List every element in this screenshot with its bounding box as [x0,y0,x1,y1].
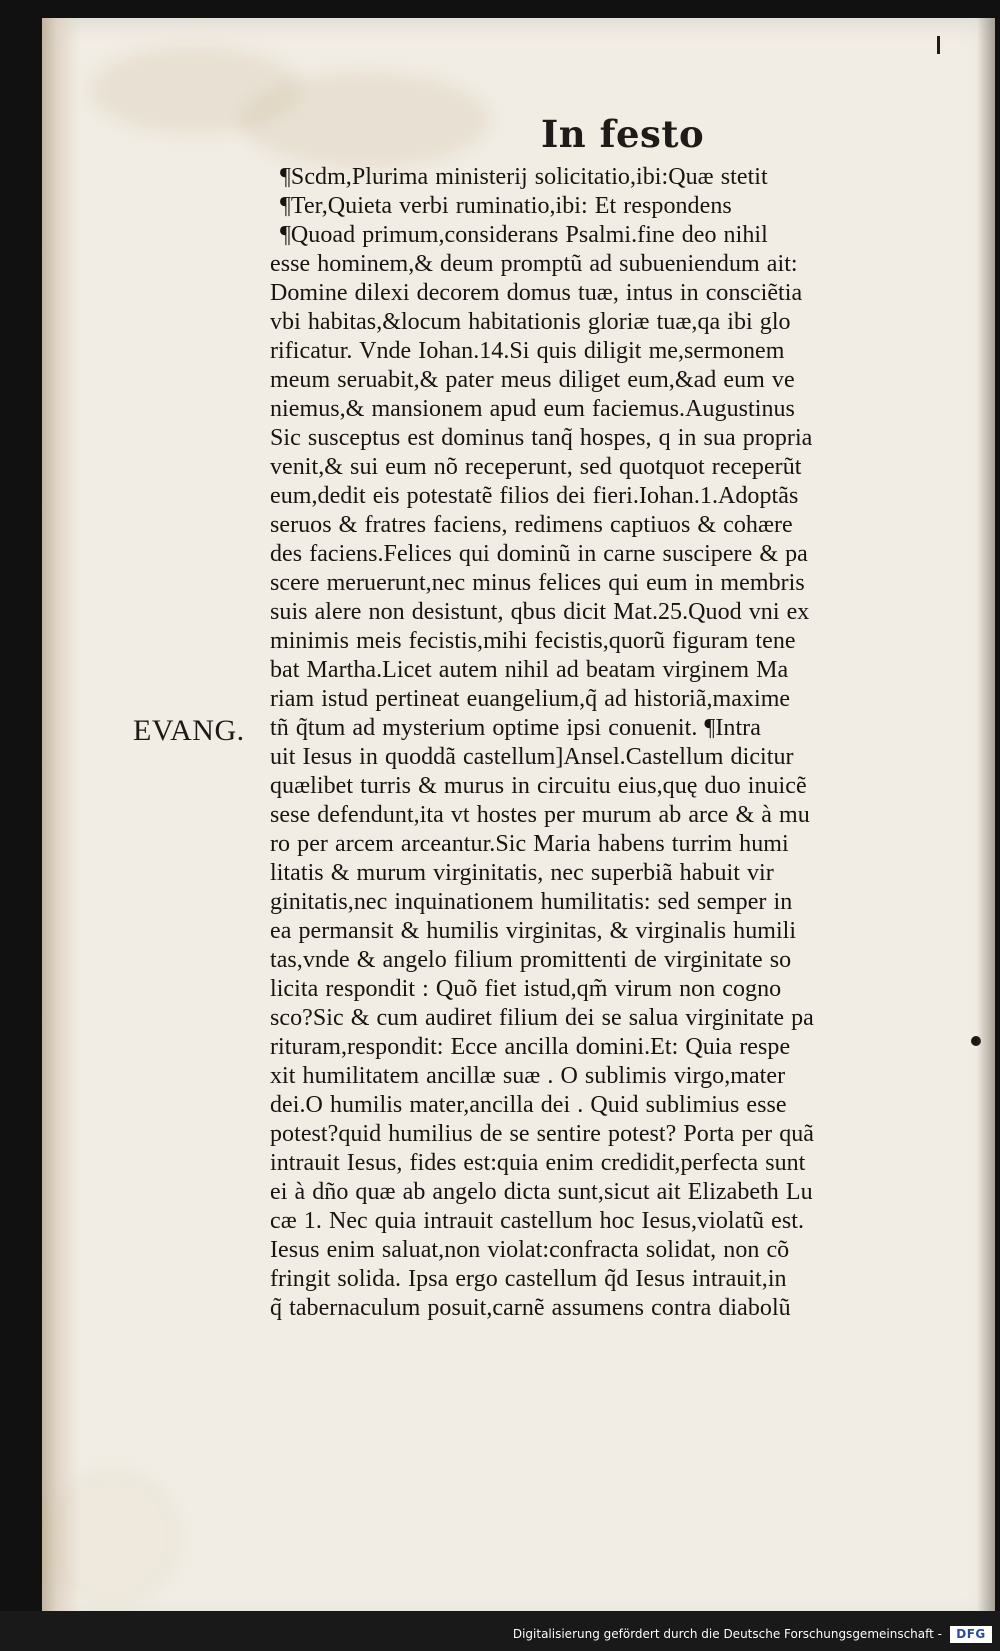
text-line: venit,& sui eum nõ receperunt, sed quotquot receperũt [270,454,802,480]
text-line: meum seruabit,& pater meus diliget eum,&ad eum ve [270,367,795,393]
text-line: ea permansit & humilis virginitas, & virginalis humili [270,918,797,944]
margin-note: EVANG. [133,714,245,747]
ink-dot [971,1036,981,1046]
paper-stain [240,72,490,168]
text-line: bat Martha.Licet autem nihil ad beatam virginem Ma [270,657,789,683]
text-line: des faciens.Felices qui dominũ in carne suscipere & pa [270,541,808,567]
text-line: niemus,& mansionem apud eum faciemus.Augustinus [270,396,795,422]
text-line: ginitatis,nec inquinationem humilitatis: sed semper in [270,889,793,915]
text-line: vbi habitas,&locum habitationis gloriæ tuæ,qa ibi glo [270,309,791,335]
text-line: tas,vnde & angelo filium promittenti de virginitate so [270,947,792,973]
text-line: sco?Sic & cum audiret filium dei se salua virginitate pa [270,1005,814,1031]
digitization-credit: Digitalisierung gefördert durch die Deutsche Forschungsgemeinschaft - [512,1627,942,1641]
text-line: dei.O humilis mater,ancilla dei . Quid sublimius esse [270,1092,787,1118]
text-line: ¶Ter,Quieta verbi ruminatio,ibi: Et respondens [280,193,732,219]
text-line: Iesus enim saluat,non violat:confracta solidat, non cõ [270,1237,790,1263]
text-line: Sic susceptus est dominus tanq̃ hospes, q in sua propria [270,425,813,451]
text-line: ¶Quoad primum,considerans Psalmi.fine deo nihil [280,222,768,248]
text-line: ei à dño quæ ab angelo dicta sunt,sicut ait Elizabeth Lu [270,1179,813,1205]
text-line: intrauit Iesus, fides est:quia enim credidit,perfecta sunt [270,1150,806,1176]
book-page [42,18,995,1623]
text-line: licita respondit : Quõ fiet istud,qm̃ virum non cogno [270,976,782,1002]
text-line: esse hominem,& deum promptũ ad subueniendum ait: [270,251,798,277]
running-head: In festo [541,112,705,156]
text-line: rituram,respondit: Ecce ancilla domini.Et: Quia respe [270,1034,791,1060]
text-line: tñ q̃tum ad mysterium optime ipsi conuenit. ¶Intra [270,715,761,741]
text-line: xit humilitatem ancillæ suæ . O sublimis virgo,mater [270,1063,786,1089]
text-line: scere meruerunt,nec minus felices qui eum in membris [270,570,805,596]
text-line: riam istud pertineat euangelium,q̃ ad historiã,maxime [270,686,791,712]
text-line: ro per arcem arceantur.Sic Maria habens turrim humi [270,831,789,857]
text-line: fringit solida. Ipsa ergo castellum q̃d Iesus intrauit,in [270,1266,787,1292]
text-line: ¶Scdm,Plurima ministerij solicitatio,ibi:Quæ stetit [280,164,768,190]
text-line: litatis & murum virginitatis, nec superbiã habuit vir [270,860,774,886]
text-line: Domine dilexi decorem domus tuæ, intus in consciẽtia [270,280,803,306]
dfg-logo: DFG [950,1626,992,1643]
page-mark [937,36,940,54]
text-line: rificatur. Vnde Iohan.14.Si quis diligit me,sermonem [270,338,785,364]
text-line: q̃ tabernaculum posuit,carnẽ assumens contra diabolũ [270,1295,791,1321]
text-line: cæ 1. Nec quia intrauit castellum hoc Iesus,violatũ est. [270,1208,804,1234]
text-line: uit Iesus in quoddã castellum]Ansel.Castellum dicitur [270,744,794,770]
text-line: sese defendunt,ita vt hostes per murum ab arce & à mu [270,802,810,828]
text-line: quælibet turris & murus in circuitu eius,quę duo inuicẽ [270,773,807,799]
text-line: eum,dedit eis potestatẽ filios dei fieri.Iohan.1.Adoptãs [270,483,799,509]
main-text-block [270,163,957,1323]
text-line: seruos & fratres faciens, redimens captiuos & cohære [270,512,793,538]
text-line: minimis meis fecistis,mihi fecistis,quorũ figuram tene [270,628,796,654]
paper-stain [42,1468,182,1608]
text-line: potest?quid humilius de se sentire potest? Porta per quã [270,1121,815,1147]
text-line: suis alere non desistunt, qbus dicit Mat.25.Quod vni ex [270,599,810,625]
